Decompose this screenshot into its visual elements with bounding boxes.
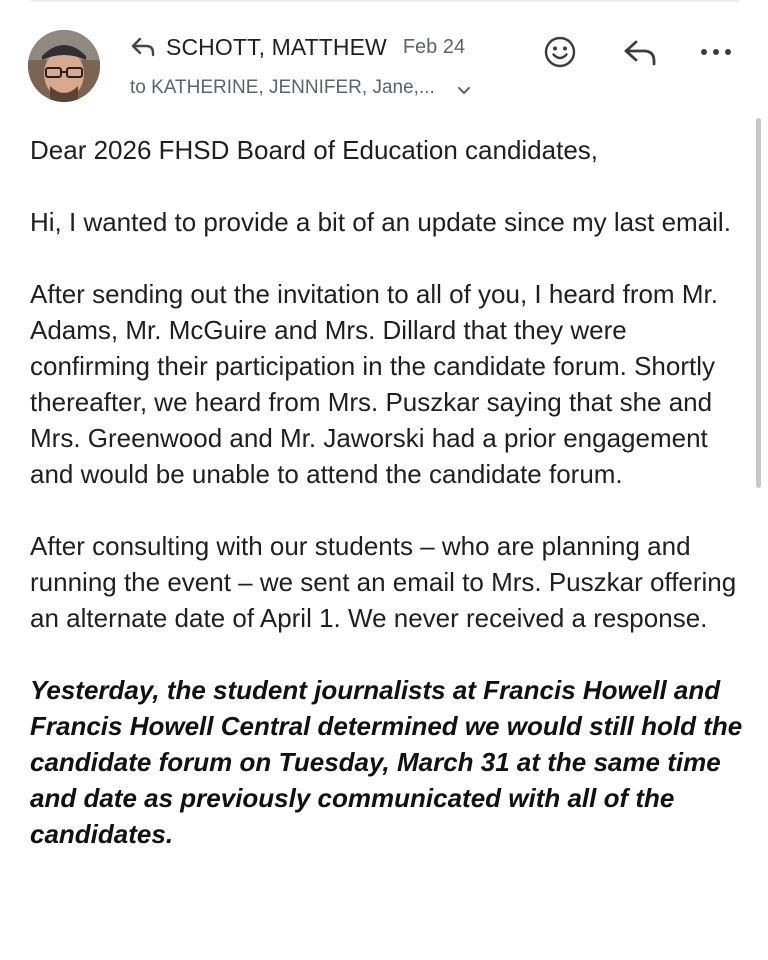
body-paragraph-4: Yesterday, the student journalists at Francis Howell and Francis Howell Central determined we would still hold the candidate forum on Tuesday, March 31 at the same time and date as previously communicated with all of the candidates. [30, 675, 743, 849]
reply-arrow-icon [130, 36, 156, 58]
greeting: Dear 2026 FHSD Board of Education candidates, [30, 135, 599, 165]
emoji-smile-icon [543, 35, 577, 69]
reply-icon [622, 37, 658, 67]
body-paragraph-3: After consulting with our students – who are planning and running the event – we sent an email to Mrs. Puszkar offering an alternate date of April 1. We never received a response. [30, 531, 737, 633]
recipients-line[interactable] [130, 74, 471, 102]
more-horizontal-icon [699, 47, 733, 57]
more-options-button[interactable] [696, 34, 736, 70]
avatar[interactable] [28, 30, 100, 102]
recipients-list[interactable]: to KATHERINE, JENNIFER, Jane,... [130, 77, 435, 98]
emoji-reaction-button[interactable] [540, 34, 580, 70]
sender-line [130, 32, 465, 62]
email-body [30, 132, 750, 852]
avatar-photo [28, 30, 100, 102]
reply-button[interactable] [620, 34, 660, 70]
body-paragraph-1: Hi, I wanted to provide a bit of an update since my last email. [30, 207, 731, 237]
chevron-down-icon[interactable] [457, 83, 471, 93]
top-divider [30, 0, 740, 2]
body-paragraph-2: After sending out the invitation to all of you, I heard from Mr. Adams, Mr. McGuire and Mrs. Dillard that they were confirming their participation in the candidate forum. Shortly thereafter, we heard from Mrs. Puszkar saying that she and Mrs. Greenwood and Mr. Jaworski had a prior engagement and would be unable to attend the candidate forum. [30, 279, 718, 489]
sent-date: Feb 24 [402, 35, 466, 58]
scrollbar[interactable] [756, 118, 761, 488]
sender-name[interactable]: SCHOTT, MATTHEW [166, 33, 387, 60]
